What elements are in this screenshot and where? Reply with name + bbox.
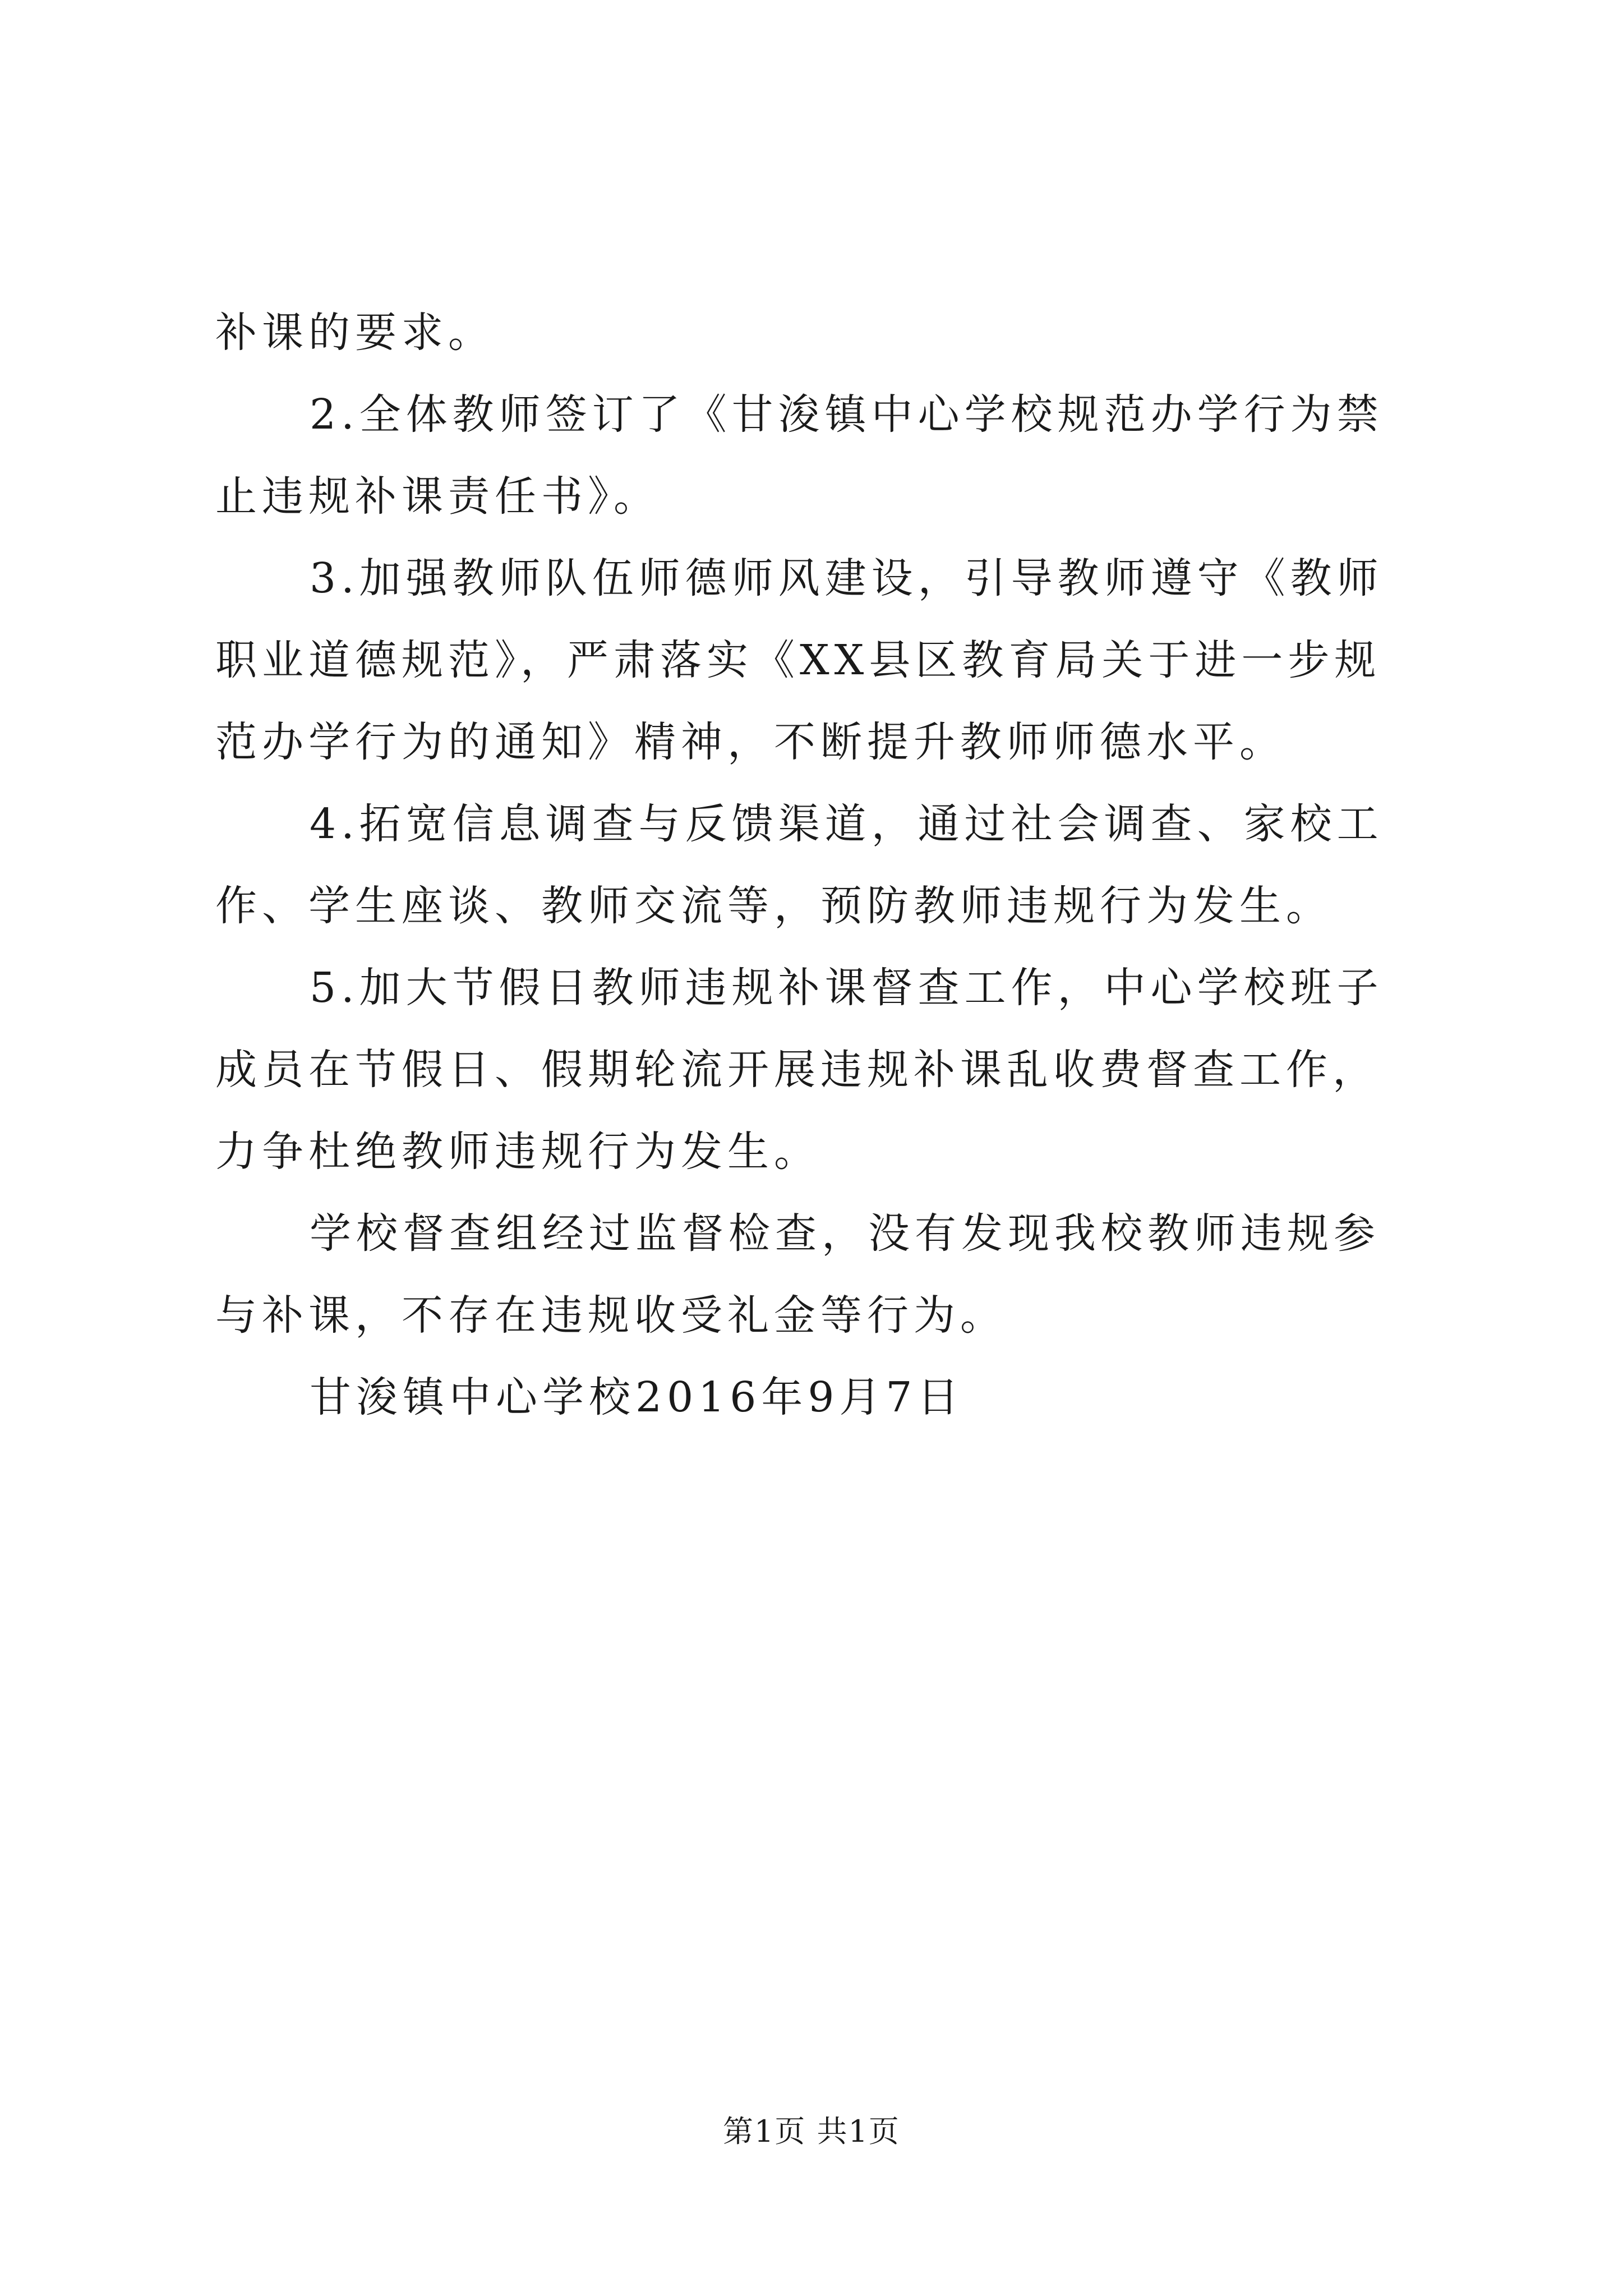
signature-date-line: 甘浚镇中心学校2016年9月7日 — [310, 1373, 964, 1421]
paragraph-item-2: 2.全体教师签订了《甘浚镇中心学校规范办学行为禁止违规补课责任书》。 — [215, 390, 1384, 521]
page-footer: 第1页 共1页 — [723, 2114, 900, 2149]
paragraph-item-3: 3.加强教师队伍师德师风建设，引导教师遵守《教师职业道德规范》，严肃落实《XX县区教育局关于进一步规范办学行为的通知》精神，不断提升教师师德水平。 — [215, 554, 1384, 766]
document-body — [215, 292, 1421, 1438]
paragraph-item-5: 5.加大节假日教师违规补课督查工作，中心学校班子成员在节假日、假期轮流开展违规补课乱收费督查工作，力争杜绝教师违规行为发生。 — [215, 964, 1384, 1176]
paragraph-item-4: 4.拓宽信息调查与反馈渠道，通过社会调查、家校工作、学生座谈、教师交流等，预防教师违规行为发生。 — [215, 800, 1384, 930]
paragraph-continuation: 补课的要求。 — [215, 309, 495, 357]
paragraph-conclusion: 学校督查组经过监督检查，没有发现我校教师违规参与补课，不存在违规收受礼金等行为。 — [215, 1209, 1380, 1340]
